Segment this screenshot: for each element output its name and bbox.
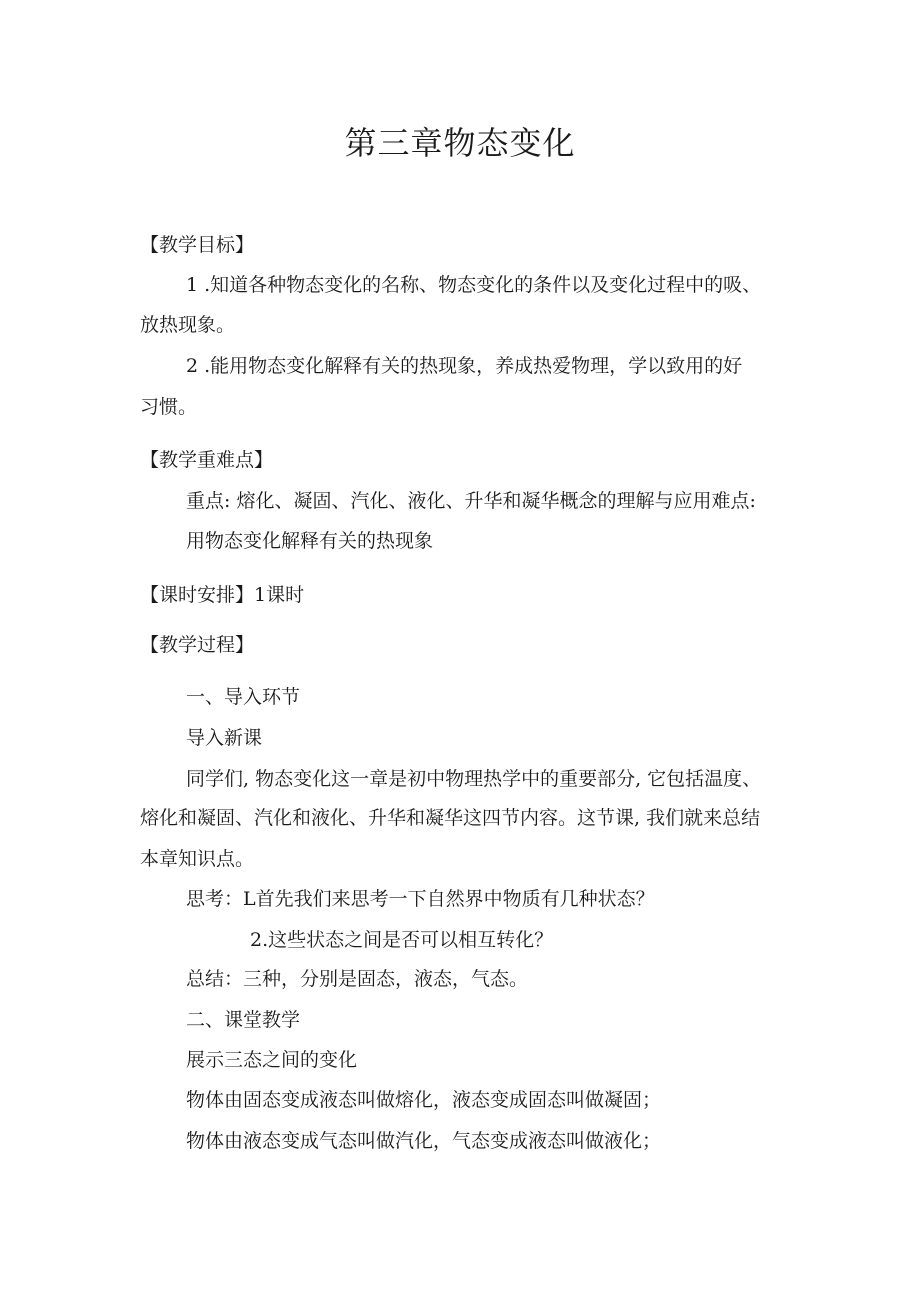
key-points-line-1: 重点: 熔化、凝固、汽化、液化、升华和凝华概念的理解与应用难点: bbox=[186, 490, 756, 512]
paragraph-1-line-1: 同学们, 物态变化这一章是初中物理热学中的重要部分, 它包括温度、 bbox=[186, 768, 762, 790]
document-title: 第三章物态变化 bbox=[344, 124, 576, 162]
section-1-heading: 一、导入环节 bbox=[186, 686, 301, 708]
objective-1-line-2: 放热现象。 bbox=[140, 314, 236, 336]
process-heading: 【教学过程】 bbox=[140, 634, 255, 656]
think-question-2: 2.这些状态之间是否可以相互转化？ bbox=[250, 929, 554, 951]
paragraph-1-line-2: 熔化和凝固、汽化和液化、升华和凝华这四节内容。这节课, 我们就来总结 bbox=[140, 807, 761, 829]
paragraph-1-line-3: 本章知识点。 bbox=[140, 848, 255, 870]
key-points-heading: 【教学重难点】 bbox=[140, 449, 274, 471]
think-question-1: 思考：L首先我们来思考一下自然界中物质有几种状态？ bbox=[186, 888, 655, 910]
subsection-2-heading: 展示三态之间的变化 bbox=[186, 1049, 358, 1071]
objectives-heading: 【教学目标】 bbox=[140, 234, 255, 256]
change-line-1: 物体由固态变成液态叫做熔化，液态变成固态叫做凝固； bbox=[186, 1089, 662, 1111]
section-2-heading: 二、课堂教学 bbox=[186, 1009, 301, 1031]
key-points-line-2: 用物态变化解释有关的热现象 bbox=[186, 530, 434, 552]
objective-1-line-1: 1 .知道各种物态变化的名称、物态变化的条件以及变化过程中的吸、 bbox=[186, 274, 762, 296]
change-line-2: 物体由液态变成气态叫做汽化，气态变成液态叫做液化； bbox=[186, 1130, 662, 1152]
subsection-1-heading: 导入新课 bbox=[186, 727, 263, 749]
objective-2-line-1: 2 .能用物态变化解释有关的热现象，养成热爱物理，学以致用的好 bbox=[186, 355, 743, 377]
schedule-line: 【课时安排】1课时 bbox=[140, 584, 305, 606]
summary-line: 总结：三种，分别是固态，液态，气态。 bbox=[186, 968, 529, 990]
objective-2-line-2: 习惯。 bbox=[140, 396, 198, 418]
